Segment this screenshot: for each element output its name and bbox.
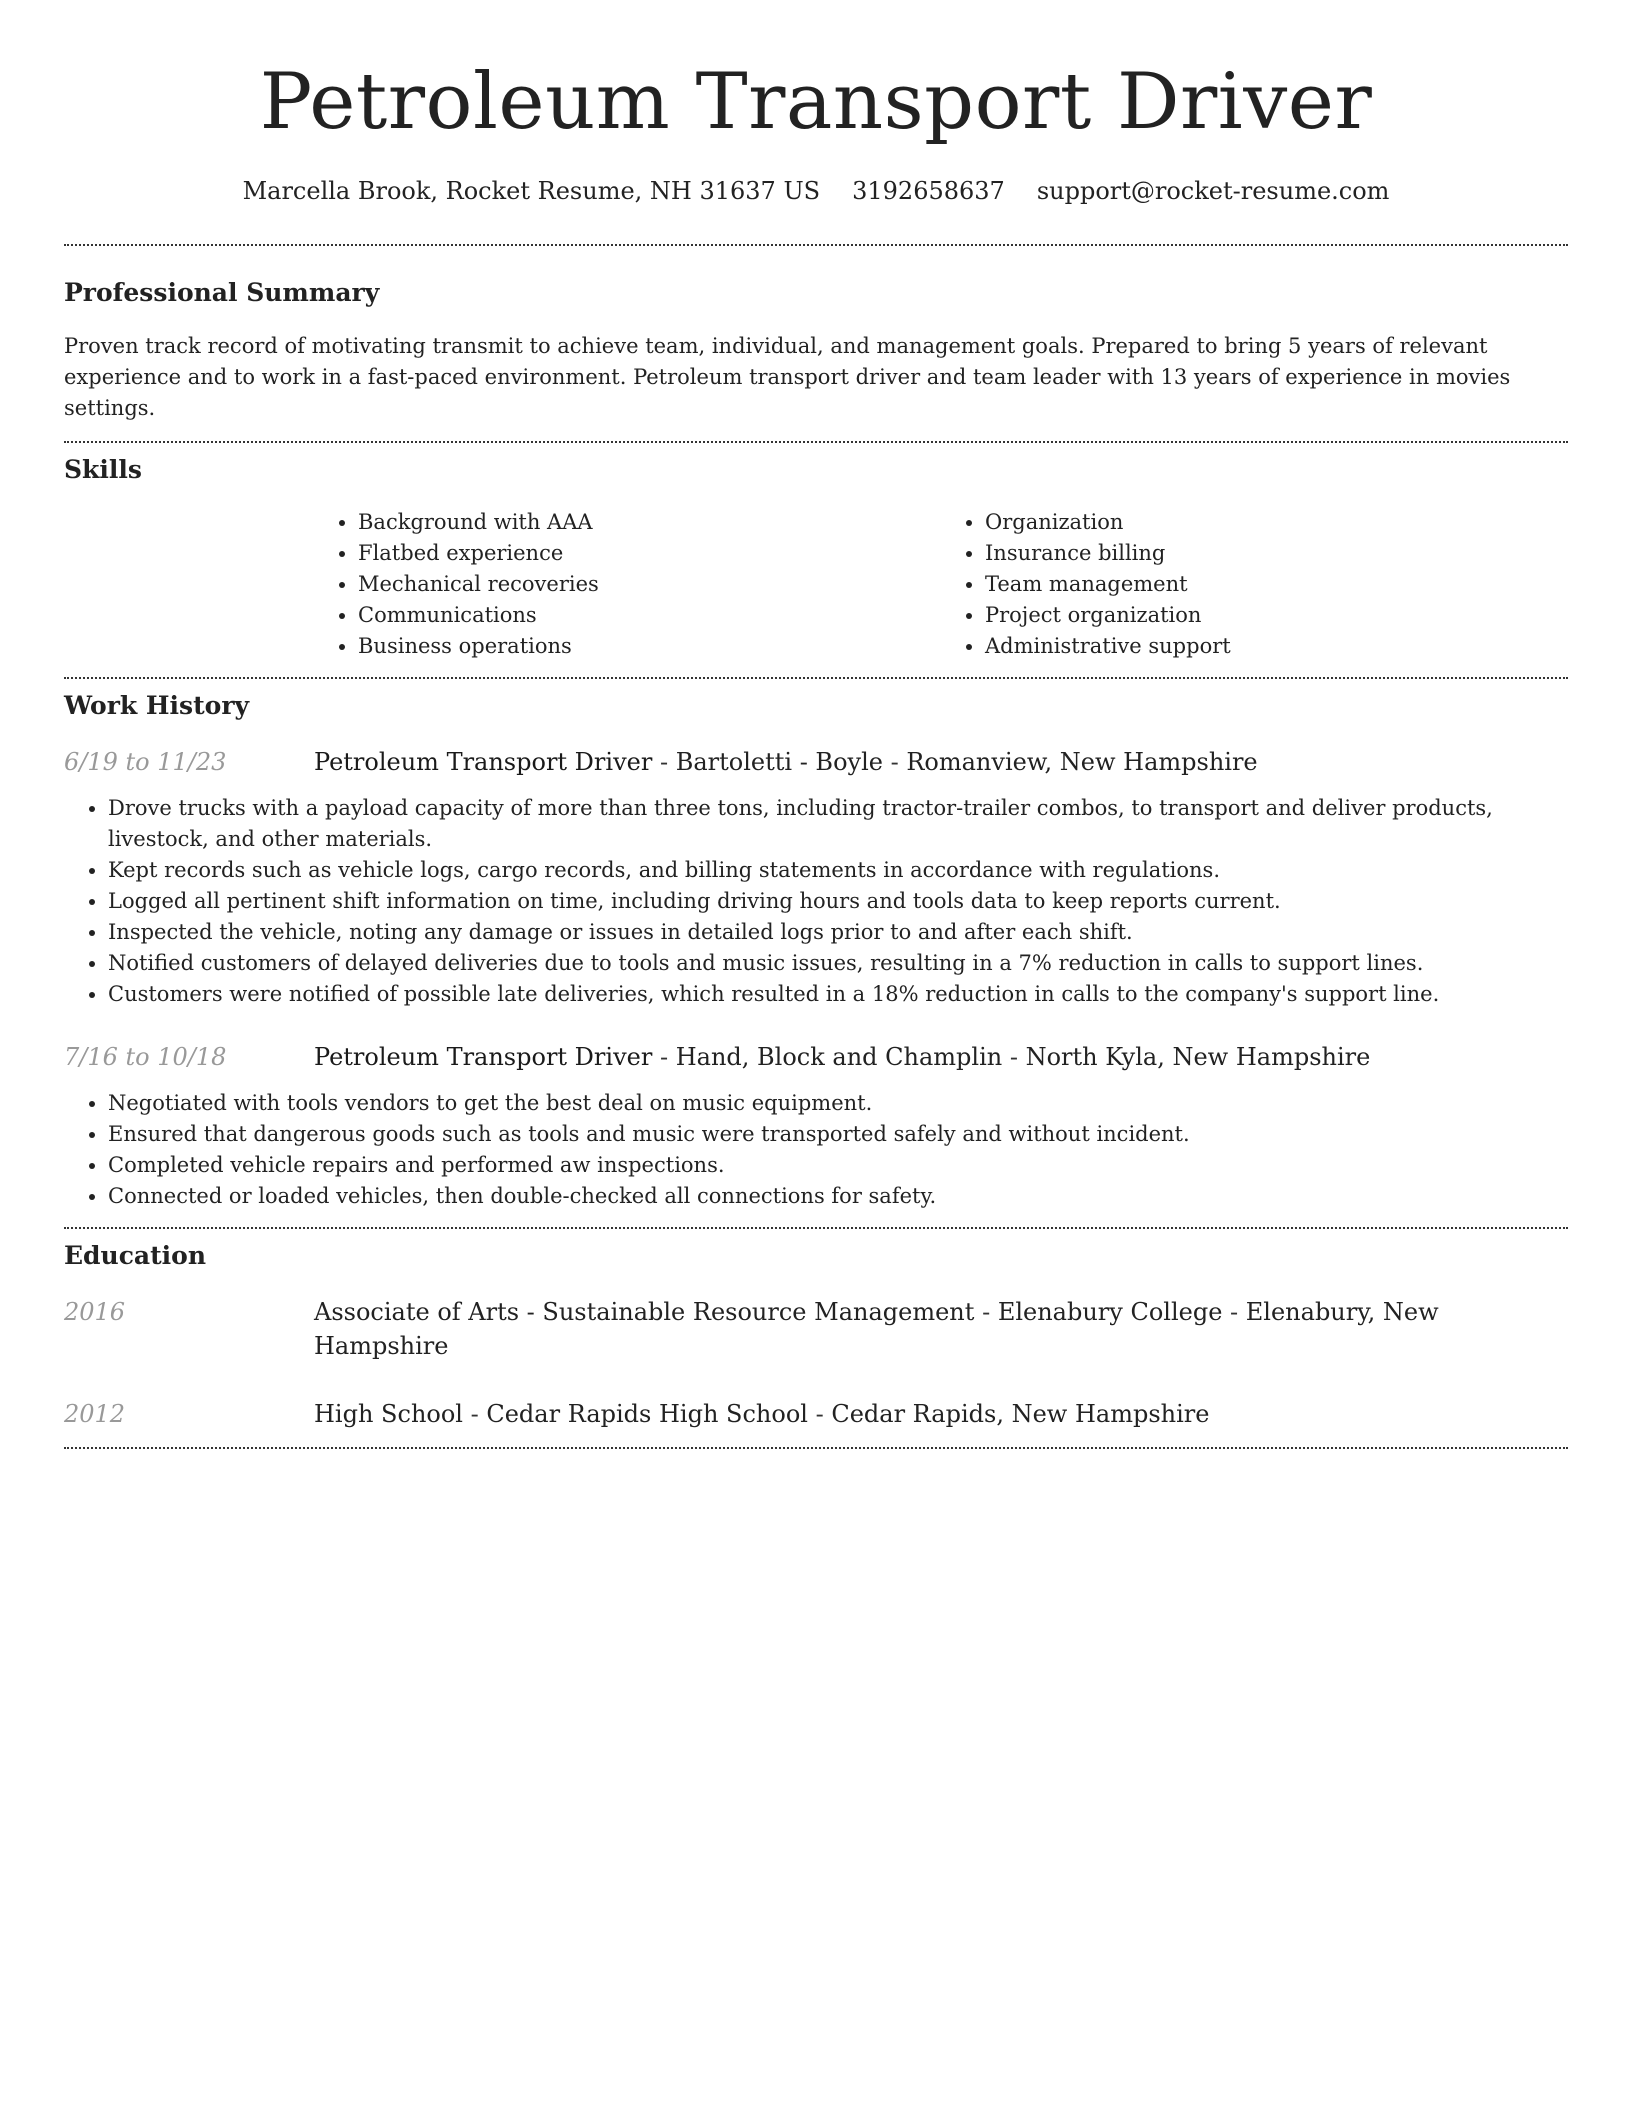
contact-phone: 3192658637 xyxy=(852,177,1005,205)
education-entry xyxy=(64,1295,1568,1363)
education-degree: Associate of Arts - Sustainable Resource Management xyxy=(314,1298,975,1326)
job-bullet: • Customers were notified of possible late deliveries, which resulted in a 18% reduction in calls to the company's support line. xyxy=(108,979,1568,1010)
skill-item: • Insurance billing xyxy=(985,538,1568,569)
contact-email: support@rocket-resume.com xyxy=(1036,177,1390,205)
job-bullet: • Ensured that dangerous goods such as tools and music were transported safely and without incident. xyxy=(108,1119,1568,1150)
contact-line xyxy=(64,174,1568,208)
job-bullet: • Notified customers of delayed deliveries due to tools and music issues, resulting in a 7% reduction in calls to support lines. xyxy=(108,948,1568,979)
job-bullet: • Drove trucks with a payload capacity of more than three tons, including tractor-trailer combos, to transport and deliver products, livestock, and other materials. xyxy=(108,793,1568,855)
separator: - xyxy=(815,1400,832,1428)
separator: - xyxy=(470,1400,487,1428)
job-heading xyxy=(314,1040,1370,1074)
education-section xyxy=(64,1229,1568,1431)
skills-section xyxy=(64,443,1568,662)
job-title: Petroleum Transport Driver xyxy=(314,1043,653,1071)
education-location: Elenabury, New Hampshire xyxy=(314,1298,1439,1360)
job-bullet: • Completed vehicle repairs and performed aw inspections. xyxy=(108,1150,1568,1181)
job-location: North Kyla, New Hampshire xyxy=(1025,1043,1371,1071)
job-heading xyxy=(314,745,1258,779)
job-dates: 7/16 to 10/18 xyxy=(64,1043,227,1071)
job-company: Hand, Block and Champlin xyxy=(675,1043,1003,1071)
work-history-heading: Work History xyxy=(64,691,250,720)
summary-text: Proven track record of motivating transmit to achieve team, individual, and management goals. Prepared to bring 5 years of relevant experience and to work in a fast-paced environment. Petroleum transport driver and team leader with 13 years of experience in movies settings. xyxy=(64,334,1511,420)
skill-item: • Administrative support xyxy=(985,631,1568,662)
job-bullet: • Kept records such as vehicle logs, cargo records, and billing statements in accordance with regulations. xyxy=(108,855,1568,886)
job-bullet: • Negotiated with tools vendors to get the best deal on music equipment. xyxy=(108,1088,1568,1119)
job-bullets xyxy=(64,1088,1568,1212)
job-entry xyxy=(64,745,1568,1010)
separator: - xyxy=(1009,1043,1026,1071)
job-title: Petroleum Transport Driver xyxy=(314,748,653,776)
skill-item: • Background with AAA xyxy=(358,507,941,538)
education-heading: Education xyxy=(64,1241,207,1270)
education-heading-line xyxy=(314,1295,1568,1363)
skill-item: • Project organization xyxy=(985,600,1568,631)
separator: - xyxy=(982,1298,998,1326)
education-location: Cedar Rapids, New Hampshire xyxy=(831,1400,1210,1428)
contact-address: Marcella Brook, Rocket Resume, NH 31637 US xyxy=(242,177,821,205)
separator: - xyxy=(659,748,676,776)
education-year: 2016 xyxy=(64,1298,126,1326)
job-header xyxy=(64,1040,1568,1074)
resume-header xyxy=(64,0,1568,208)
job-bullet: • Inspected the vehicle, noting any damage or issues in detailed logs prior to and after each shift. xyxy=(108,917,1568,948)
skill-item: • Flatbed experience xyxy=(358,538,941,569)
skill-item: • Team management xyxy=(985,569,1568,600)
job-location: Romanview, New Hampshire xyxy=(906,748,1258,776)
job-header xyxy=(64,745,1568,779)
education-degree: High School xyxy=(314,1400,463,1428)
education-heading-line xyxy=(314,1397,1209,1431)
education-school: Elenabury College xyxy=(997,1298,1223,1326)
section-divider xyxy=(64,1447,1568,1449)
skill-item: • Organization xyxy=(985,507,1568,538)
skills-list-left xyxy=(314,507,941,662)
job-entry xyxy=(64,1040,1568,1212)
summary-heading: Professional Summary xyxy=(64,278,380,307)
separator: - xyxy=(659,1043,676,1071)
skill-item: • Communications xyxy=(358,600,941,631)
skills-list-right xyxy=(941,507,1568,662)
job-bullet: • Logged all pertinent shift information on time, including driving hours and tools data to keep reports current. xyxy=(108,886,1568,917)
job-dates: 6/19 to 11/23 xyxy=(64,748,227,776)
job-bullets xyxy=(64,793,1568,1010)
skills-heading: Skills xyxy=(64,455,142,484)
candidate-title: Petroleum Transport Driver xyxy=(259,57,1373,147)
skill-item: • Business operations xyxy=(358,631,941,662)
job-bullet: • Connected or loaded vehicles, then double-checked all connections for safety. xyxy=(108,1181,1568,1212)
skills-columns xyxy=(314,507,1568,662)
skill-item: • Mechanical recoveries xyxy=(358,569,941,600)
work-history-section xyxy=(64,679,1568,1212)
resume-page xyxy=(64,0,1568,1449)
education-entry xyxy=(64,1397,1568,1431)
separator: - xyxy=(890,748,907,776)
summary-section xyxy=(64,246,1568,424)
education-school: Cedar Rapids High School xyxy=(486,1400,808,1428)
separator: - xyxy=(1230,1298,1246,1326)
job-company: Bartoletti - Boyle xyxy=(675,748,883,776)
education-year: 2012 xyxy=(64,1400,126,1428)
